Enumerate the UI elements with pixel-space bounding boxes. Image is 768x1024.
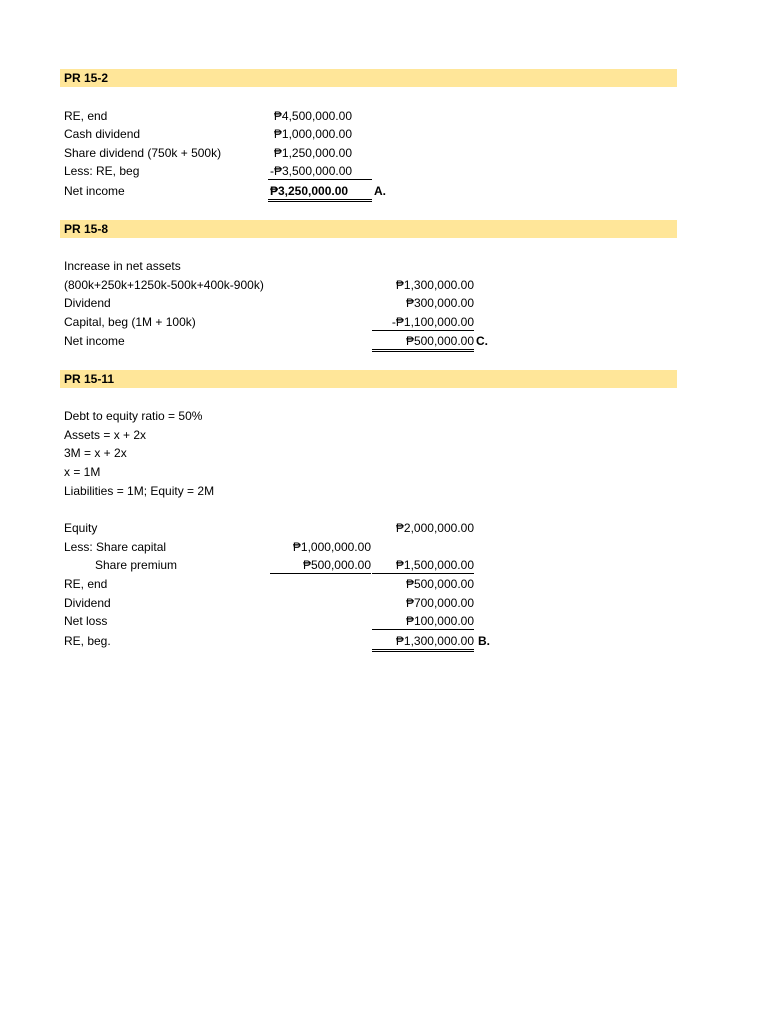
row-label: Dividend	[64, 596, 111, 610]
row-label: Capital, beg (1M + 100k)	[64, 315, 196, 329]
section-header-pr-15-2: PR 15-2	[60, 69, 677, 87]
section-header-pr-15-11: PR 15-11	[60, 370, 677, 388]
row-value: ₱1,250,000.00	[273, 146, 352, 160]
row-value: ₱500,000.00	[405, 577, 474, 591]
row-value: ₱700,000.00	[405, 596, 474, 610]
row-label: RE, beg.	[64, 634, 111, 648]
answer-letter: B.	[478, 634, 490, 648]
row-value: ₱1,000,000.00	[292, 540, 371, 554]
row-value: ₱1,000,000.00	[273, 127, 352, 141]
row-value: ₱100,000.00	[372, 613, 474, 630]
calc-line: 3M = x + 2x	[64, 446, 127, 460]
row-label: Net income	[64, 334, 125, 348]
row-label: Less: Share capital	[64, 540, 167, 554]
net-income-value: ₱3,250,000.00	[268, 183, 372, 202]
re-beg-value: ₱1,300,000.00	[372, 633, 474, 652]
row-value: -₱1,100,000.00	[372, 314, 474, 331]
section-heading: Increase in net assets	[64, 259, 181, 273]
row-label: Less: RE, beg	[64, 164, 140, 178]
calc-line: x = 1M	[64, 465, 101, 479]
row-label: Cash dividend	[64, 127, 141, 141]
section-header-pr-15-8: PR 15-8	[60, 220, 677, 238]
row-value: ₱4,500,000.00	[273, 109, 352, 123]
row-label: Dividend	[64, 296, 111, 310]
row-value: ₱1,300,000.00	[395, 278, 474, 292]
row-value: ₱300,000.00	[405, 296, 474, 310]
row-label: RE, end	[64, 577, 108, 591]
calc-line: Liabilities = 1M; Equity = 2M	[64, 484, 215, 498]
row-label: Equity	[64, 521, 98, 535]
calc-line: Debt to equity ratio = 50%	[64, 409, 203, 423]
answer-letter: C.	[476, 334, 488, 348]
answer-letter: A.	[374, 184, 386, 198]
row-label: Share dividend (750k + 500k)	[64, 146, 222, 160]
row-label: Share premium	[95, 558, 178, 572]
row-value: ₱500,000.00	[270, 557, 371, 574]
row-label: Net income	[64, 184, 125, 198]
net-income-value: ₱500,000.00	[372, 333, 474, 352]
row-label: (800k+250k+1250k-500k+400k-900k)	[64, 278, 264, 292]
row-total: ₱1,500,000.00	[372, 557, 474, 574]
row-value: -₱3,500,000.00	[268, 163, 372, 180]
row-label: Net loss	[64, 614, 108, 628]
calc-line: Assets = x + 2x	[64, 428, 147, 442]
row-value: ₱2,000,000.00	[395, 521, 474, 535]
row-label: RE, end	[64, 109, 108, 123]
